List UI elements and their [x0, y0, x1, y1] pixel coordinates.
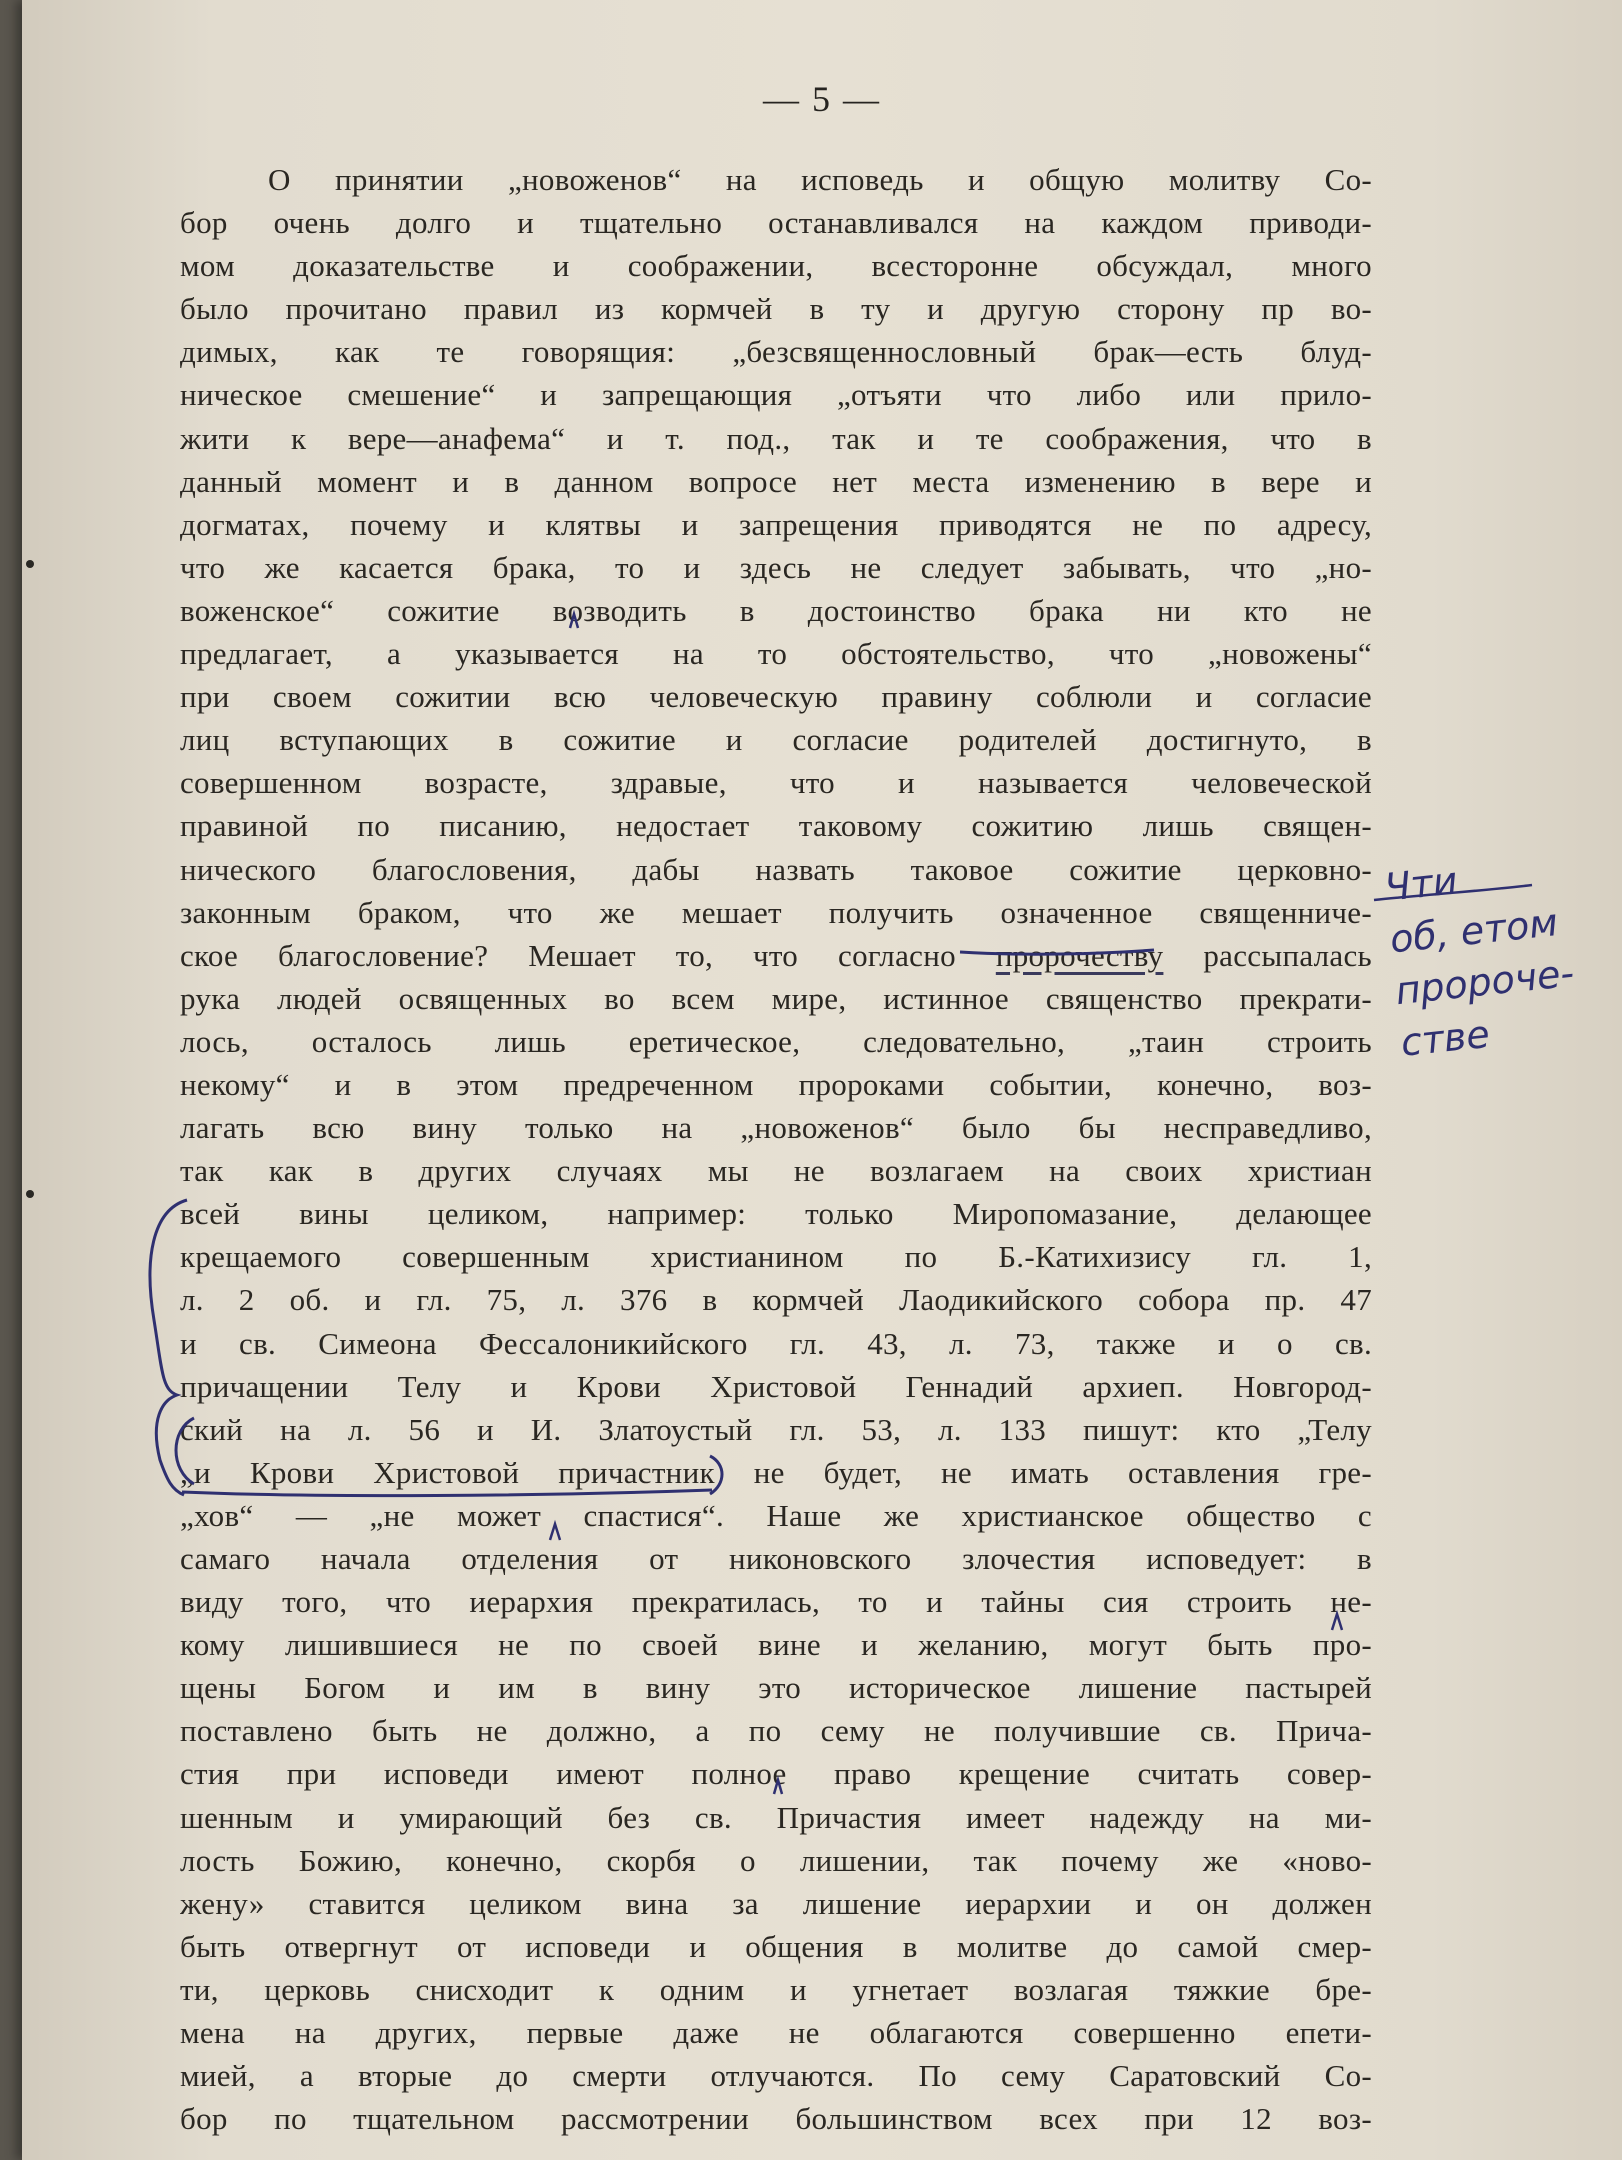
handwritten-margin-note — [1382, 837, 1622, 1069]
text-line: было прочитано правил из кормчей в ту и другую сторону пр во- — [180, 291, 1372, 327]
text-line: мом доказательстве и соображении, всесторонне обсуждал, много — [180, 248, 1372, 284]
text-line: виду того, что иерархия прекратилась, то и тайны сия строить не- — [180, 1584, 1372, 1620]
body-text — [180, 158, 1372, 2140]
text-line: шенным и умирающий без св. Причастия имеет надежду на ми- — [180, 1799, 1372, 1835]
text-line: бор по тщательном рассмотрении большинством всех при 12 воз- — [180, 2101, 1372, 2137]
underlined-word: пророчеству — [995, 937, 1164, 973]
text-line: стия при исповеди имеют полное право крещение считать совер- — [180, 1756, 1372, 1792]
text-line: О принятии „новоженов“ на исповедь и общую молитву Со- — [268, 162, 1372, 197]
text-line: мена на других, первые даже не облагаются совершенно епети- — [180, 2015, 1372, 2051]
handwritten-line: стве — [1398, 1011, 1492, 1065]
text-line: лагать всю вину только на „новоженов“ было бы несправедливо, — [180, 1110, 1372, 1146]
binding-hole — [26, 1190, 34, 1198]
text-line: правиной по писанию, недостает таковому сожитию лишь священ- — [180, 808, 1372, 844]
text-line: „хов“ — „не может спастися“. Наше же христианское общество с — [180, 1497, 1372, 1533]
page-number: — 5 — — [763, 79, 881, 119]
text-line: ское благословение? Мешает то, что согласно пророчеству рассыпалась — [180, 937, 1372, 973]
document-page — [22, 0, 1622, 2160]
text-line: самаго начала отделения от никоновского злочестия исповедует: в — [180, 1541, 1372, 1576]
text-line: крещаемого совершенным христианином по Б.-Катихизису гл. 1, — [180, 1239, 1372, 1275]
text-line: „и Крови Христовой причастник не будет, не имать оставления гре- — [180, 1454, 1372, 1490]
text-line: предлагает, а указывается на то обстоятельство, что „новожены“ — [180, 636, 1372, 672]
text-line: щены Богом и им в вину это историческое лишение пастырей — [180, 1670, 1372, 1706]
text-line: рука людей освященных во всем мире, истинное священство прекрати- — [180, 980, 1372, 1016]
handwritten-line: пророче- — [1393, 950, 1577, 1014]
text-line: поставлено быть не должно, а по сему не получившие св. Прича- — [180, 1713, 1372, 1749]
text-line: догматах, почему и клятвы и запрещения приводятся не по адресу, — [180, 506, 1372, 542]
text-line: так как в других случаях мы не возлагаем на своих христиан — [180, 1153, 1372, 1189]
text-line: мией, а вторые до смерти отлучаются. По сему Саратовский Со- — [180, 2058, 1372, 2094]
text-line: быть отвергнут от исповеди и общения в молитве до самой смер- — [180, 1928, 1372, 1964]
text-line: лость Божию, конечно, скорбя о лишении, так почему же «ново- — [180, 1842, 1372, 1878]
text-line: кому лишившиеся не по своей вине и желанию, могут быть про- — [180, 1627, 1372, 1663]
text-line: лиц вступающих в сожитие и согласие родителей достигнуто, в — [180, 722, 1372, 758]
text-line: некому“ и в этом предреченном пророками событии, конечно, воз- — [180, 1066, 1372, 1102]
text-line: всей вины целиком, например: только Миропомазание, делающее — [180, 1196, 1372, 1232]
text-line: что же касается брака, то и здесь не следует забывать, что „но- — [180, 549, 1372, 585]
text-line: и св. Симеона Фессалоникийского гл. 43, л. 73, также и о св. — [180, 1325, 1372, 1361]
handwritten-line: об, етом — [1387, 900, 1560, 962]
text-line: бор очень долго и тщательно останавливался на каждом приводи- — [180, 205, 1372, 241]
text-line: при своем сожитии всю человеческую правину соблюли и согласие — [180, 679, 1372, 715]
text-line: совершенном возрасте, здравые, что и называется человеческой — [180, 765, 1372, 801]
text-line: ническое смешение“ и запрещающия „отъяти что либо или прило- — [180, 377, 1372, 413]
text-line: нического благословения, дабы назвать таковое сожитие церковно- — [180, 851, 1372, 887]
text-line: причащении Телу и Крови Христовой Геннадий архиеп. Новгород- — [180, 1368, 1372, 1404]
text-line: л. 2 об. и гл. 75, л. 376 в кормчей Лаодикийского собора пр. 47 — [180, 1282, 1372, 1318]
text-line: лось, осталось лишь еретическое, следовательно, „таин строить — [180, 1023, 1372, 1059]
text-line: димых, как те говорящия: „безсвященнословный брак—есть блуд- — [180, 334, 1372, 370]
text-line: воженское“ сожитие возводить в достоинство брака ни кто не — [180, 592, 1372, 628]
text-line: жити к вере—анафема“ и т. под., так и те соображения, что в — [180, 420, 1372, 456]
text-line: ский на л. 56 и И. Златоустый гл. 53, л. 133 пишут: кто „Телу — [180, 1411, 1372, 1447]
text-line: жену» ставится целиком вина за лишение иерархии и он должен — [180, 1885, 1372, 1921]
binding-hole — [26, 560, 34, 568]
text-line: законным браком, что же мешает получить означенное священниче- — [180, 894, 1372, 930]
handwritten-line: Чти — [1382, 858, 1460, 910]
text-line: данный момент и в данном вопросе нет места изменению в вере и — [180, 463, 1372, 499]
text-line: ти, церковь снисходит к одним и угнетает возлагая тяжкие бре- — [180, 1971, 1372, 2007]
